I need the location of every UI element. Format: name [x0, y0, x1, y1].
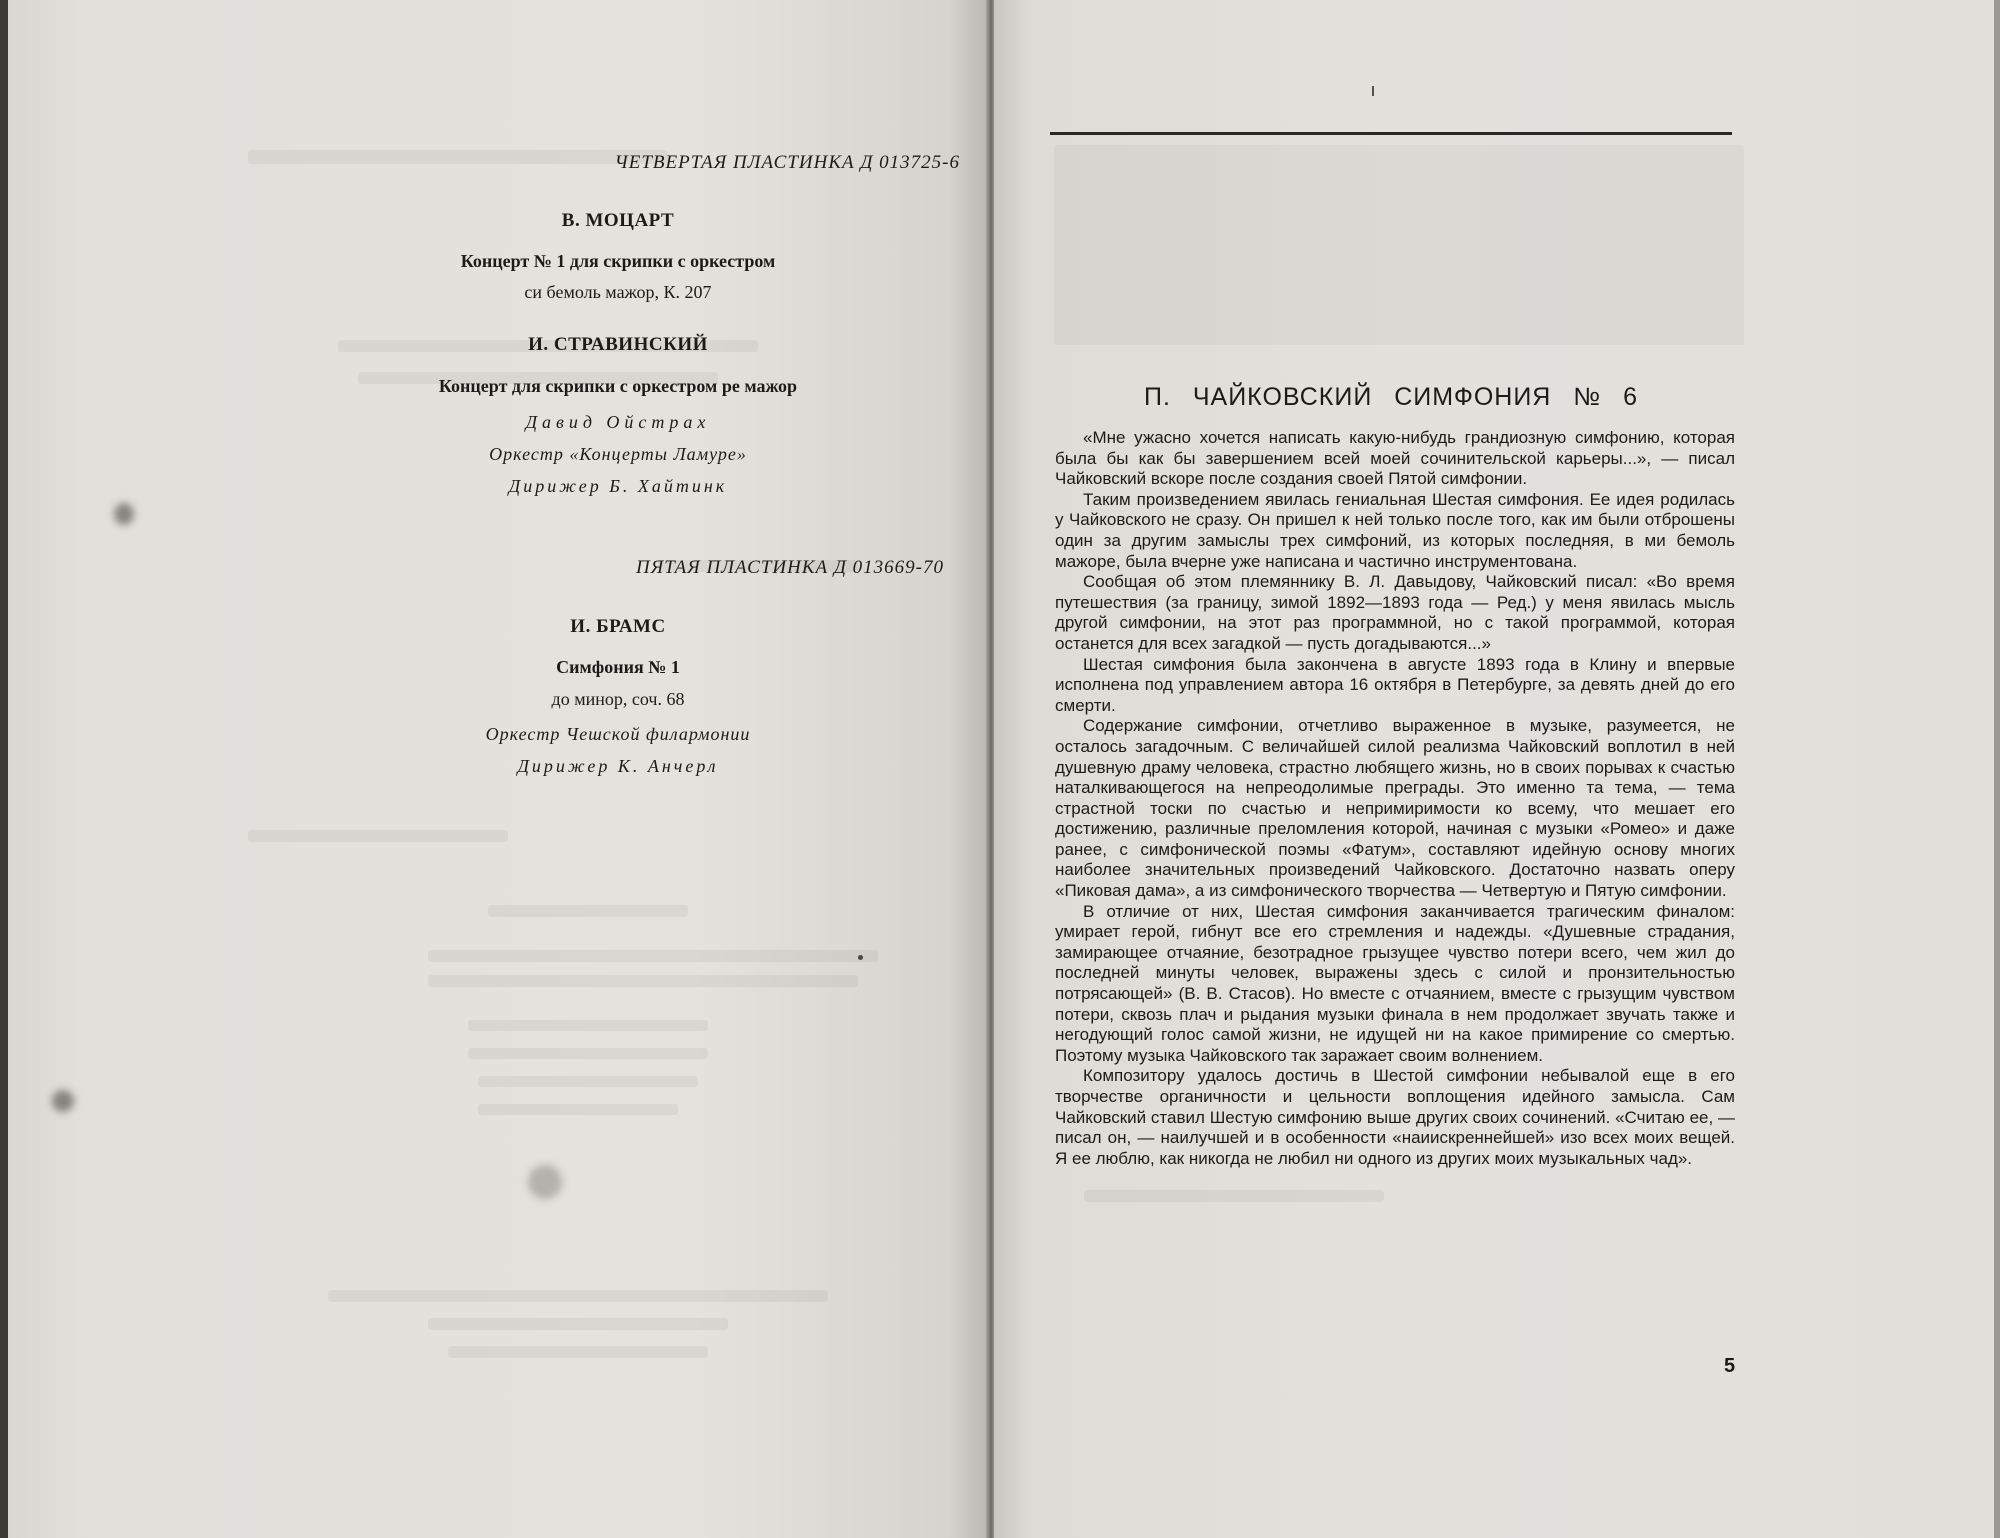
record-label: ЧЕТВЕРТАЯ ПЛАСТИНКА Д 013725-6 [614, 152, 960, 173]
work-subtitle: до минор, соч. 68 [551, 689, 685, 709]
performer-orchestra: Оркестр «Концерты Ламуре» [489, 444, 747, 464]
stain-spot [114, 503, 134, 525]
performer-conductor: Дирижер Б. Хайтинк [508, 476, 728, 496]
article-paragraph: Композитору удалось достичь в Шестой симфонии небывалой еще в его творчестве органичности и цельности воплощения идейного замысла. Сам Чайковский ставил Шестую симфонию выше других своих сочинений. «Считаю ее, — писал он, — наилучшей и в особенности «наиискреннейшей» изо всех моих вещей. Я ее люблю, как никогда не любил ни одного из других моих музыкальных чад». [1055, 1066, 1735, 1168]
work-title: Концерт № 1 для скрипки с оркестром [460, 251, 776, 271]
page-edge [1994, 0, 2000, 1538]
article-title: П. ЧАЙКОВСКИЙ СИМФОНИЯ № 6 [1144, 383, 1638, 411]
page-number: 5 [1724, 1355, 1736, 1377]
stain-spot [528, 1165, 562, 1199]
article-paragraph: Таким произведением явилась гениальная Шестая симфония. Ее идея родилась у Чайковского не сразу. Он пришел к ней только после того, как им были отброшены один за другим замыслы трех симфоний, из которых последняя, в ми бемоль мажоре, была вчерне уже написана и частично инструментована. [1055, 489, 1735, 571]
composer-name: И. БРАМС [570, 616, 666, 637]
stain-spot [52, 1090, 74, 1112]
work-title: Симфония № 1 [556, 657, 680, 677]
ink-dot [858, 955, 863, 960]
article-paragraph: Шестая симфония была закончена в августе 1893 года в Клину и впервые исполнена под управлением автора 16 октября в Петербурге, за девять дней до его смерти. [1055, 654, 1735, 715]
work-subtitle: си бемоль мажор, К. 207 [524, 282, 712, 302]
work-title: Концерт для скрипки с оркестром ре мажор [438, 376, 798, 396]
ink-mark [1372, 86, 1374, 96]
composer-name: И. СТРАВИНСКИЙ [528, 334, 708, 355]
performer-orchestra: Оркестр Чешской филармонии [485, 724, 751, 744]
header-rule [1050, 132, 1732, 135]
performer-conductor: Дирижер К. Анчерл [517, 756, 719, 776]
article-paragraph: Сообщая об этом племяннику В. Л. Давыдову, Чайковский писал: «Во время путешествия (за границу, зимой 1892—1893 года — Ред.) у меня явилась мысль другой симфонии, на этот раз программной, но с такой программой, которая останется для всех загадкой — пусть догадываются...» [1055, 572, 1735, 653]
composer-name: В. МОЦАРТ [561, 210, 675, 231]
article-paragraph: В отличие от них, Шестая симфония заканчивается трагическим финалом: умирает герой, гибнут все его стремления и надежды. «Душевные страдания, замирающее отчаяние, безотрадное грызущее чувство потери всего, чем жил до последней минуты человек, выражены здесь с силой и пронзительностью потрясающей» (В. В. Стасов). Но вместе с отчаянием, вместе с грызущим чувством потери, сквозь плач и рыдания музыки финала в нем продолжает звучать также и негодующий голос самой жизни, не идущей ни на какое примирение со смертью. Поэтому музыка Чайковского так заражает своим волнением. [1055, 901, 1735, 1065]
article-paragraph: «Мне ужасно хочется написать какую-нибудь грандиозную симфонию, которая была бы как бы завершением всей моей сочинительской карьеры...», — писал Чайковский вскоре после создания своей Пятой симфонии. [1055, 428, 1735, 489]
left-page [8, 0, 988, 1538]
performer-soloist: Давид Ойстрах [525, 412, 711, 432]
record-label: ПЯТАЯ ПЛАСТИНКА Д 013669-70 [636, 557, 944, 578]
article-body [1055, 428, 1735, 1169]
article-paragraph: Содержание симфонии, отчетливо выраженное в музыке, разумеется, не осталось загадочным. С величайшей силой реализма Чайковский воплотил в ней душевную драму человека, страстно любящего жизнь, но в своих порывах к счастью наталкивающегося на непреодолимые преграды. Это именно та тема, — тема страстной тоски по счастью и непримиримости ко всему, что мешает его достижению, различные преломления которой, начиная с музыки «Ромео» и даже ранее, с симфонической поэмы «Фатум», составляют идейную основу многих наиболее значительных произведений Чайковского. Достаточно назвать оперу «Пиковая дама», а из симфонического творчества — Четвертую и Пятую симфонии. [1055, 716, 1735, 901]
